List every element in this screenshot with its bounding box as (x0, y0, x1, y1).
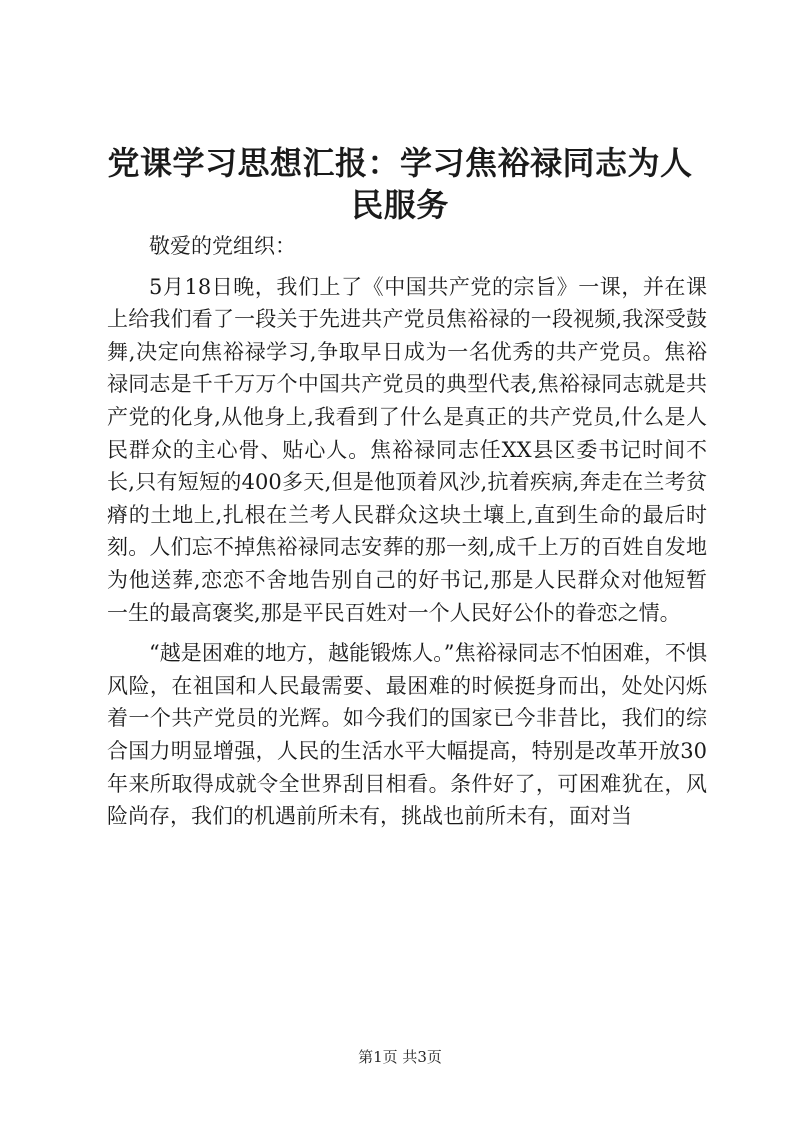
document-title: 党课学习思想汇报：学习焦裕禄同志为人民服务 (107, 144, 693, 224)
salutation: 敬爱的党组织： (149, 234, 296, 258)
page-number-footer: 第1页 共3页 (358, 1048, 442, 1066)
document-body (107, 230, 707, 833)
paragraph-1: 5月18日晚，我们上了《中国共产党的宗旨》一课，并在课上给我们看了一段关于先进共产党员焦裕禄的一段视频,我深受鼓舞,决定向焦裕禄学习,争取早日成为一名优秀的共产党员。焦裕禄同志是千千万万个中国共产党员的典型代表,焦裕禄同志就是共产党的化身,从他身上,我看到了什么是真正的共产党员,什么是人民群众的主心骨、贴心人。焦裕禄同志任XX县区委书记时间不长,只有短短的400多天,但是他顶着风沙,抗着疾病,奔走在兰考贫瘠的土地上,扎根在兰考人民群众这块土壤上,直到生命的最后时刻。人们忘不掉焦裕禄同志安葬的那一刻,成千上万的百姓自发地为他送葬,恋恋不舍地告别自己的好书记,那是人民群众对他短暂一生的最高褒奖,那是平民百姓对一个人民好公仆的眷恋之情。 (107, 274, 707, 625)
paragraph-2: “越是困难的地方，越能锻炼人。”焦裕禄同志不怕困难，不惧风险，在祖国和人民最需要、最困难的时候挺身而出，处处闪烁着一个共产党员的光辉。如今我们的国家已今非昔比，我们的综合国力明显增强，人民的生活水平大幅提高，特别是改革开放30年来所取得成就令全世界刮目相看。条件好了，可困难犹在，风险尚存，我们的机遇前所未有，挑战也前所未有，面对当 (107, 641, 707, 829)
